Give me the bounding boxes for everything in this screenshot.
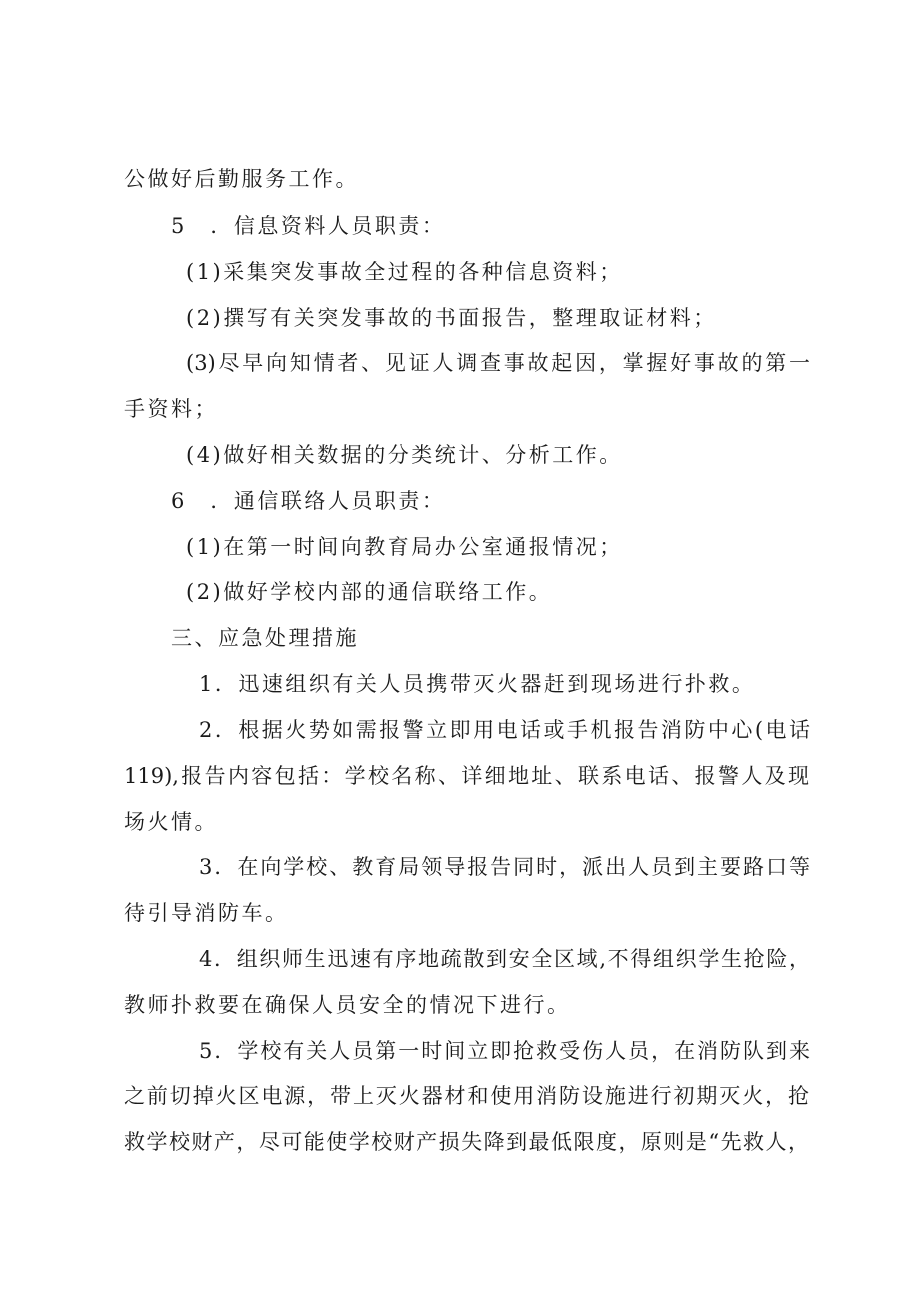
list-heading-5: 5 ．信息资料人员职责： (171, 214, 446, 238)
list-item: (3)尽早向知情者、见证人调查事故起因，掌握好事故的第一 (186, 351, 810, 375)
paragraph-line: 2．根据火势如需报警立即用电话或手机报告消防中心(电话 (199, 718, 810, 742)
paragraph-line: 3．在向学校、教育局领导报告同时，派出人员到主要路口等 (199, 855, 810, 879)
paragraph-line: 之前切掉火区电源，带上灭火器材和使用消防设施进行初期灭火，抢 (124, 1084, 809, 1108)
text-line: 手资料； (124, 397, 218, 421)
text-line: 公做好后勤服务工作。 (124, 167, 359, 191)
list-item: (4)做好相关数据的分类统计、分析工作。 (186, 443, 623, 467)
paragraph-line: 4．组织师生迅速有序地疏散到安全区域,不得组织学生抢险， (199, 947, 810, 971)
list-item: (1)采集突发事故全过程的各种信息资料； (186, 260, 623, 284)
paragraph-line: 救学校财产，尽可能使学校财产损失降到最低限度，原则是“先救人， (124, 1130, 809, 1154)
section-heading: 三、应急处理措施 (171, 626, 359, 650)
list-item: (2)做好学校内部的通信联络工作。 (186, 580, 553, 604)
list-item: (2)撰写有关突发事故的书面报告，整理取证材料； (186, 306, 717, 330)
list-item: (1)在第一时间向教育局办公室通报情况； (186, 535, 623, 559)
paragraph-line: 场火情。 (124, 810, 218, 834)
list-heading-6: 6 ．通信联络人员职责： (171, 489, 446, 513)
paragraph-line: 待引导消防车。 (124, 901, 289, 925)
paragraph-line: 119),报告内容包括：学校名称、详细地址、联系电话、报警人及现 (124, 764, 809, 788)
paragraph-line: 1．迅速组织有关人员携带灭火器赶到现场进行扑救。 (199, 672, 756, 696)
paragraph-line: 教师扑救要在确保人员安全的情况下进行。 (124, 993, 571, 1017)
paragraph-line: 5．学校有关人员第一时间立即抢救受伤人员，在消防队到来 (199, 1039, 810, 1063)
